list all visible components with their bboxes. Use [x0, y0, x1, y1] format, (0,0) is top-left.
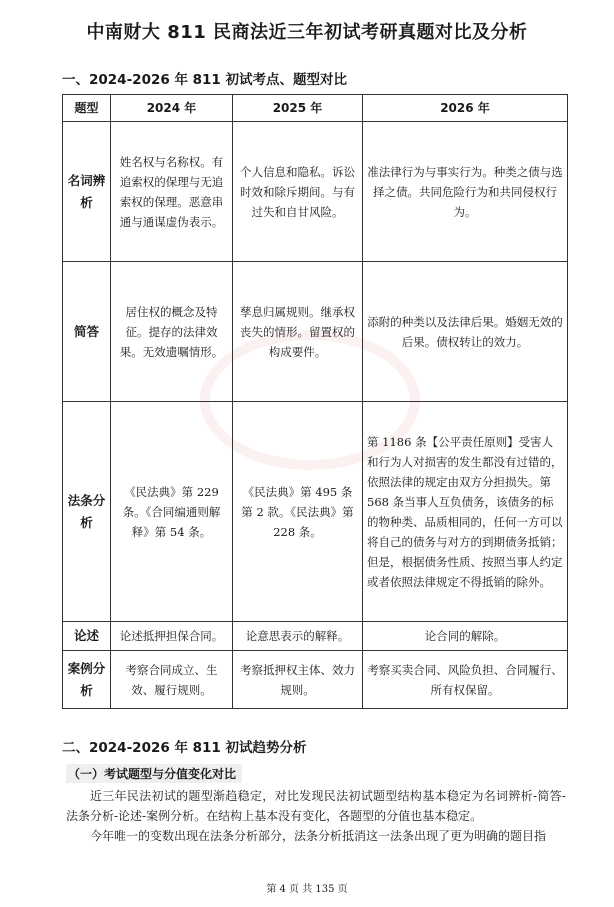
cell-2024: 考察合同成立、生效、履行规则。 — [111, 651, 233, 709]
cell-2025: 个人信息和隐私。诉讼时效和除斥期间。与有过失和自甘风险。 — [233, 122, 363, 262]
section-heading-2: 二、2024-2026 年 811 初试趋势分析 — [62, 740, 307, 756]
cell-2025: 孳息归属规则。继承权丧失的情形。留置权的构成要件。 — [233, 262, 363, 402]
table-row — [63, 262, 568, 402]
table-row — [63, 651, 568, 709]
cell-2026: 第 1186 条【公平责任原则】受害人和行为人对损害的发生都没有过错的，依照法律的规定由双方分担损失。第 568 条当事人互负债务，该债务的标的物种类、品质相同的，任何一方可以将自己的债务与对方的到期债务抵销；但是，根据债务性质、按照当事人约定或者依照法律规定不得抵销的除外。 — [363, 402, 568, 622]
row-type: 案例分析 — [63, 651, 111, 709]
cell-2026: 考察买卖合同、风险负担、合同履行、所有权保留。 — [363, 651, 568, 709]
cell-2024: 居住权的概念及特征。提存的法律效果。无效遗嘱情形。 — [111, 262, 233, 402]
comparison-table — [62, 94, 568, 709]
cell-2024: 姓名权与名称权。有追索权的保理与无追索权的保理。恶意串通与通谋虚伪表示。 — [111, 122, 233, 262]
page-footer: 第 4 页 共 135 页 — [266, 884, 348, 895]
table-row — [63, 122, 568, 262]
cell-2026: 论合同的解除。 — [363, 622, 568, 651]
header-cell: 2026 年 — [363, 95, 568, 122]
header-cell: 2024 年 — [111, 95, 233, 122]
cell-2026: 添附的种类以及法律后果。婚姻无效的后果。债权转让的效力。 — [363, 262, 568, 402]
subsection-heading: （一）考试题型与分值变化对比 — [66, 764, 242, 783]
row-type: 名词辨析 — [63, 122, 111, 262]
section-heading-1: 一、2024-2026 年 811 初试考点、题型对比 — [62, 72, 348, 88]
header-cell: 题型 — [63, 95, 111, 122]
row-type: 论述 — [63, 622, 111, 651]
cell-2025: 论意思表示的解释。 — [233, 622, 363, 651]
table-row — [63, 622, 568, 651]
cell-2024: 《民法典》第 229 条。《合同编通则解释》第 54 条。 — [111, 402, 233, 622]
document-title: 中南财大 811 民商法近三年初试考研真题对比及分析 — [86, 22, 528, 43]
row-type: 法条分析 — [63, 402, 111, 622]
body-paragraph: 今年唯一的变数出现在法条分析部分，法条分析抵消这一法条出现了更为明确的题目指 — [90, 829, 547, 843]
cell-2026: 准法律行为与事实行为。种类之债与选择之债。共同危险行为和共同侵权行为。 — [363, 122, 568, 262]
cell-2025: 考察抵押权主体、效力规则。 — [233, 651, 363, 709]
cell-2025: 《民法典》第 495 条第 2 款。《民法典》第 228 条。 — [233, 402, 363, 622]
body-paragraph: 近三年民法初试的题型渐趋稳定，对比发现民法初试题型结构基本稳定为名词辨析-简答-法条分析-论述-案例分析。在结构上基本没有变化，各题型的分值也基本稳定。 — [66, 789, 566, 823]
table-header-row — [63, 95, 568, 122]
header-cell: 2025 年 — [233, 95, 363, 122]
row-type: 简答 — [63, 262, 111, 402]
table-row — [63, 402, 568, 622]
cell-2024: 论述抵押担保合同。 — [111, 622, 233, 651]
